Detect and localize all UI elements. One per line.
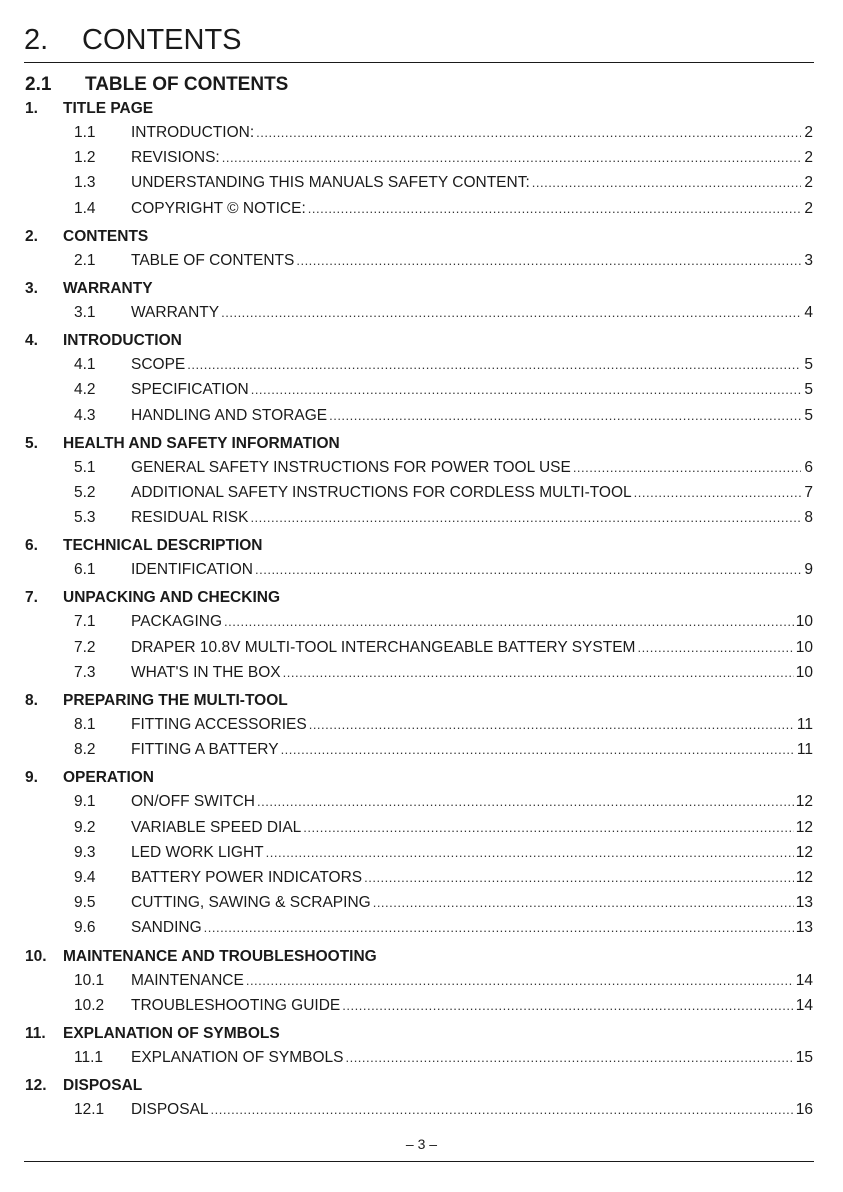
toc-entry[interactable] <box>25 557 813 582</box>
entry-page-number: 14 <box>795 996 813 1014</box>
toc-entry[interactable] <box>25 505 813 530</box>
dot-leader <box>257 789 794 814</box>
section-title-text: TITLE PAGE <box>63 100 154 117</box>
entry-title: COPYRIGHT © NOTICE: <box>131 199 306 217</box>
section-title-text: UNPACKING AND CHECKING <box>63 589 280 607</box>
toc-entry[interactable] <box>25 890 813 915</box>
entry-page-number: 6 <box>804 458 813 476</box>
entry-page-number: 5 <box>804 406 813 424</box>
toc-entry[interactable] <box>25 815 813 840</box>
entry-page-number: 9 <box>804 561 813 579</box>
section-title[interactable] <box>25 98 813 120</box>
toc-section <box>25 767 813 940</box>
entry-number: 5.1 <box>74 458 96 476</box>
toc-entry[interactable] <box>25 1045 813 1070</box>
section-number: 1. <box>25 100 38 117</box>
entry-number: 10.1 <box>74 971 105 989</box>
bottom-rule <box>24 1161 814 1162</box>
toc-entry[interactable] <box>25 480 813 505</box>
entry-number: 2.1 <box>74 251 96 269</box>
entry-page-number: 10 <box>795 638 813 656</box>
section-title[interactable] <box>25 433 813 455</box>
section-title-text: MAINTENANCE AND TROUBLESHOOTING <box>63 947 377 965</box>
section-title[interactable] <box>25 330 813 352</box>
dot-leader <box>329 403 801 428</box>
toc-entry[interactable] <box>25 915 813 940</box>
entry-title: CUTTING, SAWING & SCRAPING <box>131 894 371 912</box>
toc-section <box>25 98 813 221</box>
dot-leader <box>345 1045 793 1070</box>
toc-entry[interactable] <box>25 737 813 762</box>
page-title <box>24 22 814 63</box>
toc-section <box>25 535 813 582</box>
section-number: 12. <box>25 1077 47 1095</box>
toc-entry[interactable] <box>25 120 813 145</box>
section-number: 10. <box>25 947 47 965</box>
entry-title: DISPOSAL <box>131 1101 209 1119</box>
table-of-contents <box>25 98 813 1127</box>
entry-number: 6.1 <box>74 561 96 579</box>
toc-entry[interactable] <box>25 377 813 402</box>
toc-entry[interactable] <box>25 1097 813 1122</box>
dot-leader <box>204 915 794 940</box>
dot-leader <box>281 737 795 762</box>
entry-title: LED WORK LIGHT <box>131 843 264 861</box>
section-title-text: CONTENTS <box>63 227 149 245</box>
entry-number: 8.1 <box>74 716 96 733</box>
dot-leader <box>296 248 801 273</box>
section-title[interactable] <box>25 226 813 248</box>
entry-number: 10.2 <box>74 996 105 1014</box>
dot-leader <box>250 505 801 530</box>
toc-section <box>25 946 813 1018</box>
toc-entry[interactable] <box>25 993 813 1018</box>
section-title-text: HEALTH AND SAFETY INFORMATION <box>63 434 340 452</box>
toc-entry[interactable] <box>25 248 813 273</box>
entry-title: PACKAGING <box>131 613 223 631</box>
entry-number: 9.3 <box>74 843 96 861</box>
toc-section <box>25 226 813 273</box>
section-title[interactable] <box>25 946 813 968</box>
dot-leader <box>221 300 801 325</box>
entry-title: EXPLANATION OF SYMBOLS <box>131 1048 344 1066</box>
entry-title: VARIABLE SPEED DIAL <box>131 818 302 836</box>
section-title[interactable] <box>25 1023 813 1045</box>
section-number: 9. <box>25 769 38 787</box>
toc-entry[interactable] <box>25 660 813 685</box>
entry-title: ADDITIONAL SAFETY INSTRUCTIONS FOR CORDLESS MULTI-TOOL <box>131 483 632 501</box>
section-title-text: DISPOSAL <box>63 1077 143 1095</box>
page-number: – 3 – <box>405 1136 438 1152</box>
dot-leader <box>187 352 801 377</box>
entry-title: WHAT'S IN THE BOX <box>131 663 281 681</box>
entry-page-number: 10 <box>795 663 813 681</box>
entry-title: ON/OFF SWITCH <box>131 793 255 811</box>
dot-leader <box>246 968 794 993</box>
entry-title: INTRODUCTION: <box>131 124 255 141</box>
entry-number: 8.2 <box>74 741 96 759</box>
section-number: 3. <box>25 279 38 297</box>
entry-title: WARRANTY <box>131 303 220 321</box>
entry-number: 11.1 <box>74 1048 104 1066</box>
toc-section <box>25 690 813 762</box>
dot-leader <box>256 120 801 145</box>
toc-entry[interactable] <box>25 712 813 737</box>
entry-title: SPECIFICATION <box>131 381 249 399</box>
entry-page-number: 2 <box>804 174 813 192</box>
entry-page-number: 12 <box>795 818 813 836</box>
toc-heading <box>25 73 288 97</box>
entry-page-number: 5 <box>804 381 813 399</box>
dot-leader <box>211 1097 794 1122</box>
entry-number: 7.3 <box>74 663 96 681</box>
toc-entry[interactable] <box>25 145 813 170</box>
entry-number: 9.1 <box>74 793 96 811</box>
section-number: 11. <box>25 1024 46 1042</box>
entry-number: 9.5 <box>74 894 96 912</box>
dot-leader <box>364 865 794 890</box>
page-title-text: CONTENTS <box>82 24 242 56</box>
entry-page-number: 11 <box>796 741 813 759</box>
dot-leader <box>266 840 794 865</box>
entry-title: TABLE OF CONTENTS <box>131 251 295 269</box>
section-title[interactable] <box>25 690 813 712</box>
entry-number: 3.1 <box>74 303 96 321</box>
dot-leader <box>255 557 801 582</box>
toc-section <box>25 433 813 531</box>
section-title-text: TECHNICAL DESCRIPTION <box>63 537 263 555</box>
section-title-text: PREPARING THE MULTI-TOOL <box>63 692 288 709</box>
section-number: 2. <box>25 227 38 245</box>
entry-page-number: 8 <box>804 509 813 527</box>
entry-number: 12.1 <box>74 1101 105 1119</box>
dot-leader <box>224 609 794 634</box>
entry-number: 4.3 <box>74 406 96 424</box>
toc-entry[interactable] <box>25 403 813 428</box>
entry-number: 1.3 <box>74 174 96 192</box>
toc-entry[interactable] <box>25 196 813 221</box>
entry-page-number: 3 <box>804 251 813 269</box>
entry-title: HANDLING AND STORAGE <box>131 406 328 424</box>
entry-title: REVISIONS: <box>131 149 220 167</box>
dot-leader <box>532 170 801 195</box>
toc-section <box>25 1075 813 1122</box>
toc-entry[interactable] <box>25 840 813 865</box>
dot-leader <box>637 635 793 660</box>
entry-title: GENERAL SAFETY INSTRUCTIONS FOR POWER TOOL USE <box>131 458 571 476</box>
entry-page-number: 2 <box>804 124 813 141</box>
entry-page-number: 14 <box>795 971 813 989</box>
dot-leader <box>308 196 801 221</box>
toc-entry[interactable] <box>25 455 813 480</box>
entry-number: 4.1 <box>74 356 96 374</box>
entry-number: 1.4 <box>74 199 96 217</box>
section-title[interactable] <box>25 535 813 557</box>
section-number: 5. <box>25 434 38 452</box>
entry-page-number: 4 <box>804 303 813 321</box>
entry-number: 7.2 <box>74 638 96 656</box>
entry-page-number: 13 <box>795 894 813 912</box>
entry-title: DRAPER 10.8V MULTI-TOOL INTERCHANGEABLE BATTERY SYSTEM <box>131 638 636 656</box>
entry-page-number: 16 <box>795 1101 813 1119</box>
entry-number: 5.3 <box>74 509 96 527</box>
entry-title: RESIDUAL RISK <box>131 509 249 527</box>
entry-page-number: 15 <box>795 1048 813 1066</box>
dot-leader <box>373 890 794 915</box>
section-title-text: OPERATION <box>63 769 154 787</box>
section-title[interactable] <box>25 278 813 300</box>
toc-entry[interactable] <box>25 865 813 890</box>
toc-entry[interactable] <box>25 300 813 325</box>
entry-title: SANDING <box>131 919 202 937</box>
dot-leader <box>303 815 793 840</box>
toc-heading-text: TABLE OF CONTENTS <box>85 74 289 95</box>
toc-section <box>25 330 813 428</box>
entry-page-number: 12 <box>795 793 813 811</box>
toc-section <box>25 587 813 685</box>
entry-number: 9.6 <box>74 919 96 937</box>
toc-entry[interactable] <box>25 170 813 195</box>
toc-section <box>25 1023 813 1070</box>
entry-title: FITTING ACCESSORIES <box>131 716 307 733</box>
entry-number: 1.1 <box>74 124 96 141</box>
entry-page-number: 7 <box>804 483 813 501</box>
toc-entry[interactable] <box>25 635 813 660</box>
toc-entry[interactable] <box>25 789 813 814</box>
entry-number: 5.2 <box>74 483 96 501</box>
section-title-text: EXPLANATION OF SYMBOLS <box>63 1024 280 1042</box>
section-title[interactable] <box>25 587 813 609</box>
entry-number: 9.2 <box>74 818 96 836</box>
toc-entry[interactable] <box>25 352 813 377</box>
dot-leader <box>309 712 795 737</box>
dot-leader <box>283 660 794 685</box>
entry-page-number: 10 <box>795 613 813 631</box>
toc-heading-number: 2.1 <box>25 74 52 95</box>
entry-title: SCOPE <box>131 356 186 374</box>
entry-page-number: 2 <box>804 149 813 167</box>
entry-title: BATTERY POWER INDICATORS <box>131 868 363 886</box>
entry-number: 1.2 <box>74 149 96 167</box>
entry-title: IDENTIFICATION <box>131 561 253 579</box>
entry-title: UNDERSTANDING THIS MANUALS SAFETY CONTENT: <box>131 174 530 192</box>
dot-leader <box>251 377 801 402</box>
entry-page-number: 12 <box>795 868 813 886</box>
entry-title: FITTING A BATTERY <box>131 741 279 759</box>
page-title-number: 2. <box>24 24 49 56</box>
toc-section <box>25 278 813 325</box>
section-number: 4. <box>25 332 38 350</box>
entry-number: 7.1 <box>74 613 96 631</box>
entry-page-number: 5 <box>804 356 813 374</box>
entry-number: 4.2 <box>74 381 96 399</box>
dot-leader <box>342 993 793 1018</box>
dot-leader <box>222 145 801 170</box>
entry-page-number: 2 <box>804 199 813 217</box>
section-number: 6. <box>25 537 38 555</box>
section-number: 7. <box>25 589 38 607</box>
dot-leader <box>634 480 801 505</box>
dot-leader <box>573 455 801 480</box>
entry-page-number: 12 <box>795 843 813 861</box>
toc-entry[interactable] <box>25 968 813 993</box>
section-number: 8. <box>25 692 38 709</box>
section-title[interactable] <box>25 767 813 789</box>
entry-title: TROUBLESHOOTING GUIDE <box>131 996 341 1014</box>
section-title-text: WARRANTY <box>63 279 153 297</box>
entry-number: 9.4 <box>74 868 96 886</box>
section-title-text: INTRODUCTION <box>63 332 182 350</box>
toc-entry[interactable] <box>25 609 813 634</box>
entry-page-number: 11 <box>796 716 813 733</box>
entry-title: MAINTENANCE <box>131 971 244 989</box>
entry-page-number: 13 <box>795 919 813 937</box>
section-title[interactable] <box>25 1075 813 1097</box>
